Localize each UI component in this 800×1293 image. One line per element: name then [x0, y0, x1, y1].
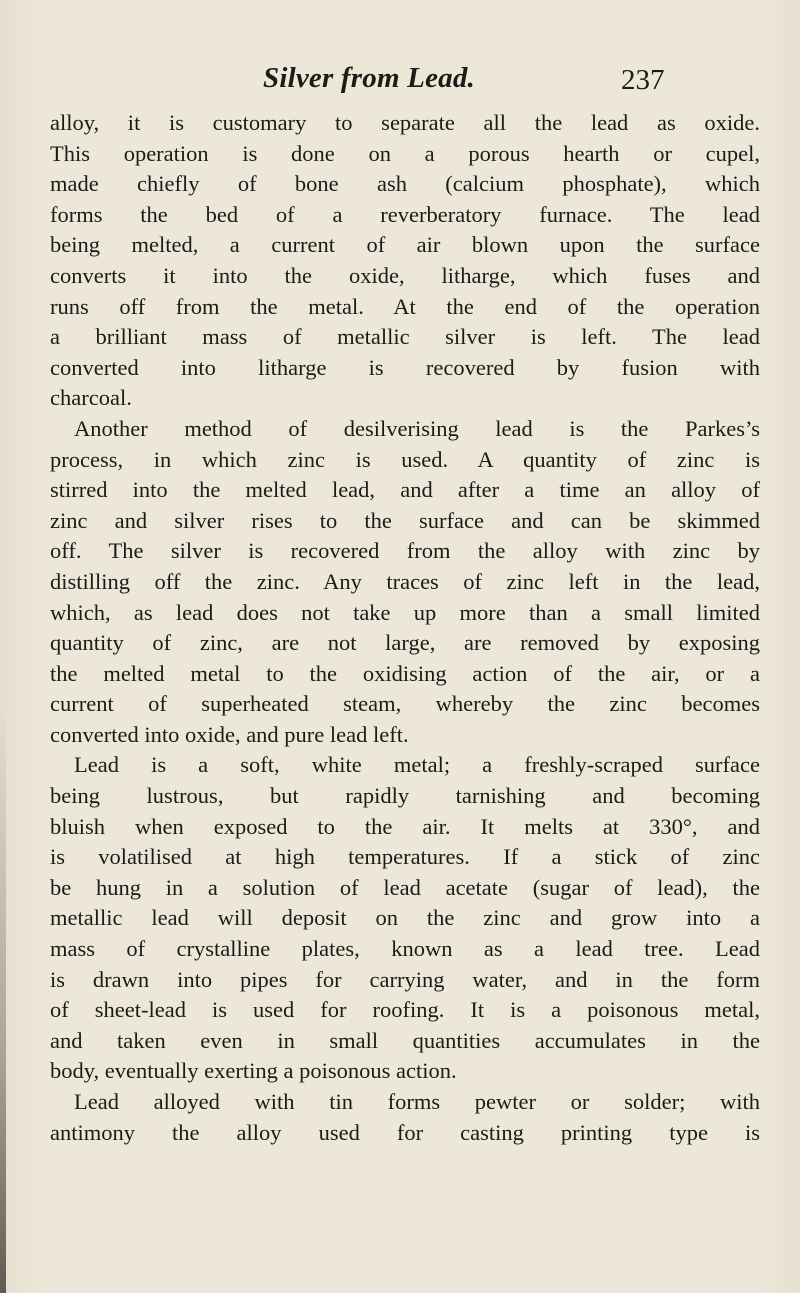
text-line: converted into oxide, and pure lead left.: [50, 721, 409, 747]
text-line: current of superheated steam, whereby the zinc becomes: [50, 691, 760, 717]
text-line: a brilliant mass of metallic silver is left. The lead: [50, 324, 760, 350]
page-number: 237: [621, 64, 665, 96]
paragraph-start-line: Another method of desilverising lead is the Parkes’s: [74, 415, 760, 441]
text-line: distilling off the zinc. Any traces of zinc left in the lead,: [50, 568, 760, 594]
text-line: is volatilised at high temperatures. If a stick of zinc: [50, 844, 760, 870]
text-line: is drawn into pipes for carrying water, and in the form: [50, 966, 760, 992]
page-edge-shadow: [0, 700, 6, 1293]
text-line: off. The silver is recovered from the alloy with zinc by: [50, 538, 760, 564]
page-header: [0, 62, 800, 102]
text-line: process, in which zinc is used. A quantity of zinc is: [50, 446, 760, 472]
text-line: which, as lead does not take up more than a small limited: [50, 599, 760, 625]
text-line: mass of crystalline plates, known as a lead tree. Lead: [50, 936, 760, 962]
body-text: [50, 108, 760, 1148]
text-line: of sheet-lead is used for roofing. It is a poisonous metal,: [50, 997, 760, 1023]
text-line: bluish when exposed to the air. It melts at 330°, and: [50, 813, 760, 839]
text-line: and taken even in small quantities accumulates in the: [50, 1027, 760, 1053]
text-line: alloy, it is customary to separate all the lead as oxide.: [50, 110, 760, 135]
text-line: metallic lead will deposit on the zinc and grow into a: [50, 905, 760, 931]
paragraph-start-line: Lead is a soft, white metal; a freshly-scraped surface: [74, 752, 760, 778]
text-line: body, eventually exerting a poisonous action.: [50, 1058, 457, 1084]
text-line: be hung in a solution of lead acetate (sugar of lead), the: [50, 874, 760, 900]
text-line: the melted metal to the oxidising action of the air, or a: [50, 660, 760, 686]
text-line: charcoal.: [50, 385, 132, 411]
text-line: zinc and silver rises to the surface and can be skimmed: [50, 507, 760, 533]
text-line: forms the bed of a reverberatory furnace. The lead: [50, 201, 760, 227]
text-line: runs off from the metal. At the end of the operation: [50, 293, 760, 319]
text-line: stirred into the melted lead, and after a time an alloy of: [50, 477, 760, 503]
text-line: antimony the alloy used for casting printing type is: [50, 1119, 760, 1145]
text-line: converted into litharge is recovered by fusion with: [50, 354, 760, 380]
text-line: converts it into the oxide, litharge, which fuses and: [50, 262, 760, 288]
running-title: Silver from Lead.: [263, 62, 476, 94]
text-line: This operation is done on a porous hearth or cupel,: [50, 140, 760, 166]
text-line: being melted, a current of air blown upon the surface: [50, 232, 760, 258]
text-line: being lustrous, but rapidly tarnishing and becoming: [50, 783, 760, 809]
text-line: made chiefly of bone ash (calcium phosphate), which: [50, 171, 760, 197]
paragraph-start-line: Lead alloyed with tin forms pewter or solder; with: [74, 1089, 760, 1114]
text-line: quantity of zinc, are not large, are removed by exposing: [50, 630, 760, 656]
